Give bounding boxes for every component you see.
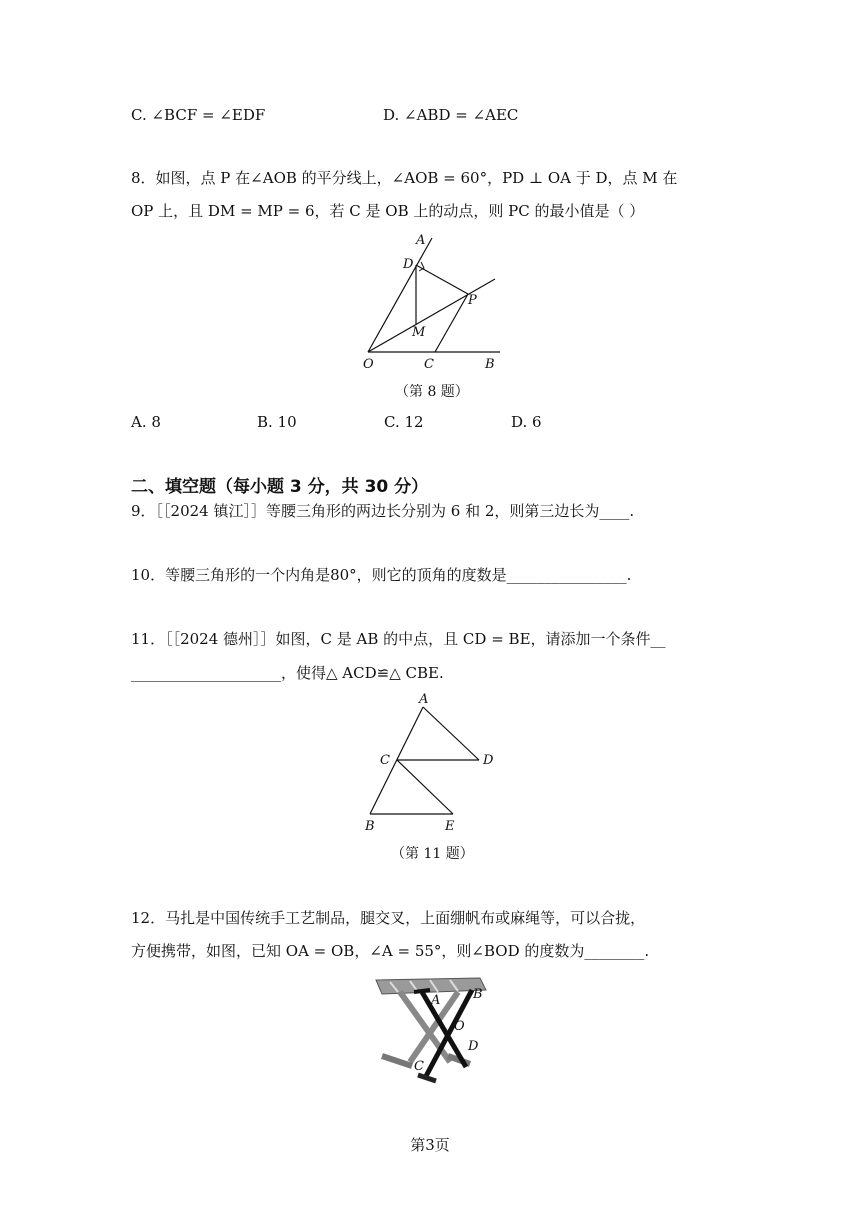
q7-option-c: C. ∠BCF = ∠EDF — [131, 106, 266, 124]
q12-label-d: D — [468, 1039, 479, 1054]
q11-label-e: E — [445, 819, 455, 834]
q12-label-b: B — [473, 987, 483, 1002]
q11-text-line2: ____________________，使得△ ACD≌△ CBE. — [131, 664, 444, 682]
q12-label-a: A — [431, 993, 441, 1008]
q12-label-c: C — [414, 1059, 424, 1074]
q8-text-line1: 8．如图，点 P 在∠AOB 的平分线上，∠AOB = 60°，PD ⊥ OA 于 D，点 M 在 — [131, 169, 678, 187]
page-number: 第3页 — [410, 1136, 450, 1154]
q10-text: 10．等腰三角形的一个内角是80°，则它的顶角的度数是________________. — [131, 566, 632, 584]
q11-label-a: A — [419, 692, 429, 707]
q8-label-m: M — [412, 325, 426, 340]
section-heading: 二、填空题（每小题 3 分，共 30 分） — [131, 477, 429, 497]
q12-text-line2: 方便携带，如图，已知 OA = OB，∠A = 55°，则∠BOD 的度数为________. — [131, 942, 650, 960]
q8-option-b: B. 10 — [257, 413, 297, 431]
q8-segment-pc — [435, 294, 468, 352]
q11-segment-ce — [397, 760, 453, 814]
q8-option-d: D. 6 — [511, 413, 542, 431]
q11-label-b: B — [365, 819, 375, 834]
q11-text-line1: 11．［［2024 德州］］如图，C 是 AB 的中点，且 CD = BE，请添加一个条件__ — [131, 630, 666, 648]
q12-stool-figure — [370, 970, 500, 1085]
q9-text: 9．［［2024 镇江］］等腰三角形的两边长分别为 6 和 2，则第三边长为____. — [131, 502, 635, 520]
q8-label-a: A — [416, 233, 426, 248]
q8-label-o: O — [363, 357, 374, 372]
q8-caption: （第 8 题） — [395, 384, 469, 400]
q11-figure — [360, 690, 510, 835]
q11-label-d: D — [483, 753, 494, 768]
q8-option-c: C. 12 — [384, 413, 424, 431]
q8-label-p: P — [468, 293, 477, 308]
q8-text-line2: OP 上，且 DM = MP = 6，若 C 是 OB 上的动点，则 PC 的最小值是（ ） — [131, 202, 645, 220]
q8-segment-dp — [416, 265, 468, 294]
q8-label-c: C — [424, 357, 434, 372]
q8-label-d: D — [403, 257, 414, 272]
q8-label-b: B — [485, 357, 495, 372]
q8-option-a: A. 8 — [131, 413, 161, 431]
q12-text-line1: 12．马扎是中国传统手工艺制品，腿交叉，上面绷帆布或麻绳等，可以合拢， — [131, 909, 646, 927]
q8-bisector-op — [368, 279, 495, 352]
q7-option-d: D. ∠ABD = ∠AEC — [383, 106, 519, 124]
q8-figure — [358, 232, 518, 372]
q12-label-o: O — [454, 1019, 465, 1034]
q11-label-c: C — [380, 753, 390, 768]
q11-segment-ad — [423, 707, 479, 760]
q11-caption: （第 11 题） — [391, 846, 474, 862]
